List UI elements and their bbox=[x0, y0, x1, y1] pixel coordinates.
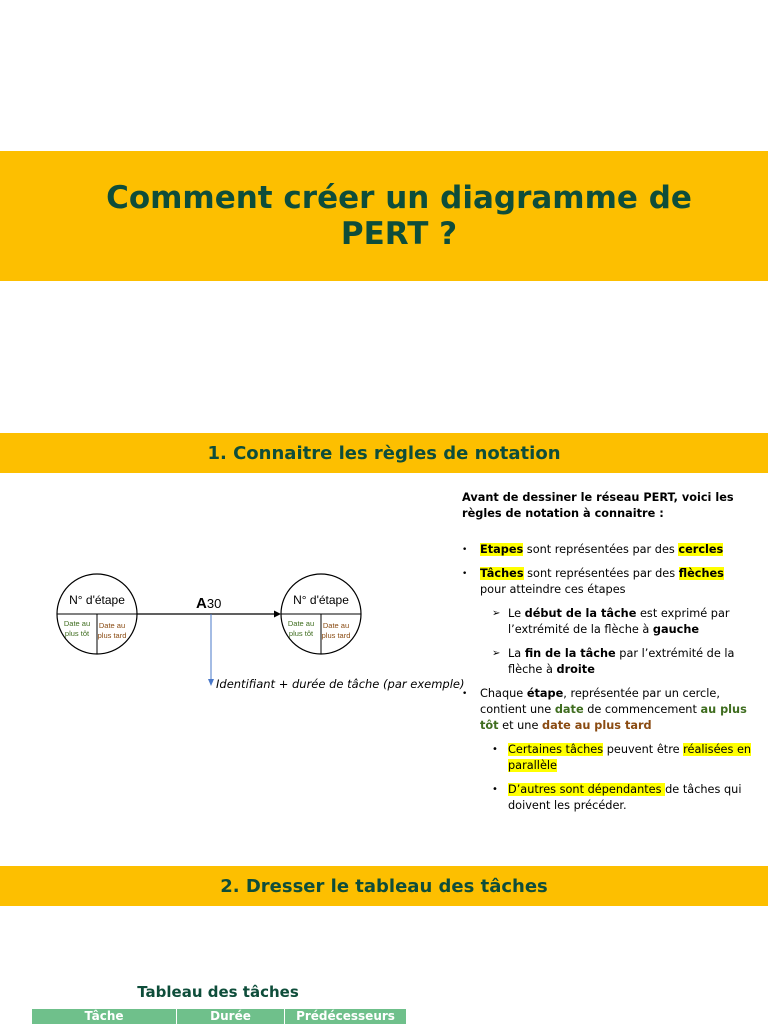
rule-etapes: • Etapes sont représentées par des cercles bbox=[462, 543, 724, 556]
pert-node-start bbox=[57, 574, 137, 654]
task-arrow bbox=[137, 611, 281, 618]
arrow-bullet-icon: ➢ bbox=[492, 648, 501, 659]
rule-chaque-etape: • Chaque étape, représentée par un cercle, contient une date de commencement au plus tôt et une date au plus tard bbox=[462, 687, 747, 732]
notation-rules bbox=[462, 490, 752, 822]
early-date-line2: plus tôt bbox=[288, 629, 314, 638]
column-header-predecesseurs: Prédécesseurs bbox=[285, 1009, 407, 1024]
page-title: Comment créer un diagramme de PERT ? bbox=[106, 180, 692, 252]
late-date-line2: plus tard bbox=[97, 631, 127, 640]
late-date-line2: plus tard bbox=[321, 631, 351, 640]
early-date-line2: plus tôt bbox=[64, 629, 90, 638]
rule-taches-dependantes: • D’autres sont dépendantes de tâches qui doivent les précéder. bbox=[492, 783, 742, 812]
section-2-heading: 2. Dresser le tableau des tâches bbox=[220, 875, 548, 897]
rule-fin-tache: ➢ La fin de la tâche par l’extrémité de la flèche à droite bbox=[492, 647, 735, 676]
bullet-icon: • bbox=[492, 744, 498, 755]
early-date-line1: Date au bbox=[63, 619, 91, 628]
annotation-pointer bbox=[208, 614, 214, 686]
task-label bbox=[196, 595, 221, 612]
early-date-line1: Date au bbox=[287, 619, 315, 628]
column-header-tache: Tâche bbox=[32, 1009, 177, 1024]
tasks-table-title: Tableau des tâches bbox=[137, 983, 299, 1001]
section-1-banner bbox=[0, 433, 768, 473]
arrow-bullet-icon: ➢ bbox=[492, 608, 501, 619]
diagram-annotation: Identifiant + durée de tâche (par exemple) bbox=[216, 677, 465, 691]
table-header-row bbox=[32, 1009, 406, 1024]
section-1-heading: 1. Connaitre les règles de notation bbox=[207, 442, 561, 464]
bullet-icon: • bbox=[492, 784, 498, 795]
late-date-line1: Date au bbox=[322, 621, 350, 630]
task-letter: A bbox=[196, 595, 207, 612]
bullet-icon: • bbox=[462, 569, 468, 579]
pert-notation-diagram bbox=[0, 480, 470, 710]
node-label: N° d'étape bbox=[293, 593, 349, 607]
rule-debut-tache: ➢ Le début de la tâche est exprimé par l’extrémité de la flèche à gauche bbox=[492, 607, 730, 636]
rules-intro: Avant de dessiner le réseau PERT, voici les règles de notation à connaitre : bbox=[462, 491, 734, 520]
bullet-icon: • bbox=[462, 689, 468, 699]
title-banner bbox=[0, 151, 768, 281]
column-header-duree: Durée bbox=[177, 1009, 285, 1024]
section-2-banner bbox=[0, 866, 768, 906]
late-date-line1: Date au bbox=[98, 621, 126, 630]
rule-taches-paralleles: • Certaines tâches peuvent être réalisées en parallèle bbox=[492, 743, 752, 772]
task-duration: 30 bbox=[206, 596, 222, 611]
pert-node-end bbox=[281, 574, 361, 654]
node-label: N° d'étape bbox=[69, 593, 125, 607]
rule-taches: • Tâches sont représentées par des flèches pour atteindre ces étapes bbox=[462, 567, 724, 596]
tasks-table bbox=[32, 1009, 406, 1024]
bullet-icon: • bbox=[462, 545, 468, 555]
